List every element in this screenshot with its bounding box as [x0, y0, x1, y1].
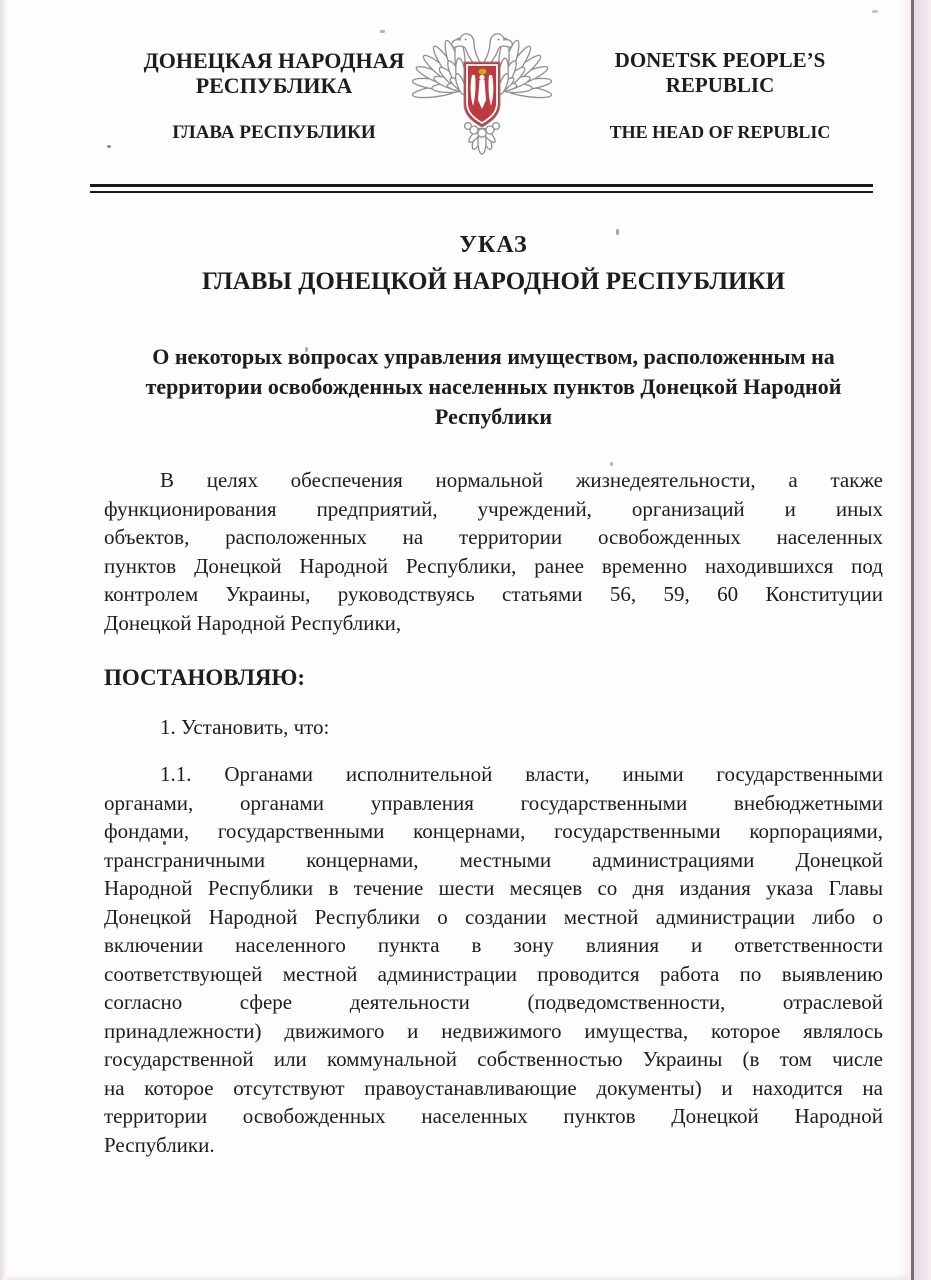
scan-bottom-edge	[7, 1274, 911, 1280]
text-line: функционирования предприятий, учреждений, организаций и иных	[104, 496, 883, 521]
text-line: Народной Республики в течение шести месяцев со дня издания указа Главы	[104, 876, 883, 900]
org-name-ru-line1: ДОНЕЦКАЯ НАРОДНАЯ	[143, 48, 405, 73]
text-line: объектов, расположенных на территории освобожденных населенных	[104, 525, 883, 549]
scan-left-edge	[0, 0, 7, 1280]
decree-kind-title: УКАЗ	[459, 232, 528, 258]
org-name-ru-line2: РЕСПУБЛИКА	[195, 73, 353, 98]
text-line: согласно сфере деятельности (подведомственности, отраслевой	[104, 990, 883, 1014]
decree-subject	[104, 342, 883, 432]
decree-resolution-word: ПОСТАНОВЛЯЮ:	[104, 665, 306, 690]
text-line: Донецкой Народной Республики,	[104, 610, 402, 635]
text-line: территории освобожденных населенных пунктов Донецкой Народной	[145, 374, 842, 399]
text-line: контролем Украины, руководствуясь статьями 56, 59, 60 Конституции	[104, 582, 883, 606]
text-line: В целях обеспечения нормальной жизнедеятельности, а также	[160, 468, 883, 492]
text-line: государственной или коммунальной собственностью Украины (в том числе	[104, 1047, 883, 1071]
emblem-halo	[478, 68, 486, 74]
decree-body	[104, 232, 883, 1159]
org-name-en-line2: REPUBLIC	[665, 73, 775, 97]
text-line: О некоторых вопросах управления имуществом, расположенным на	[152, 344, 835, 369]
dpr-coat-of-arms-emblem	[402, 16, 562, 164]
text-line: территории освобожденных населенных пунктов Донецкой Народной	[104, 1104, 883, 1128]
decree-preamble	[104, 466, 883, 637]
decree-item-1: 1. Установить, что:	[160, 715, 330, 739]
org-subtitle-ru: ГЛАВА РЕСПУБЛИКИ	[172, 122, 376, 143]
text-line: Донецкой Народной Республики о создании местной администрации либо о	[104, 904, 883, 929]
text-line: 1.1. Органами исполнительной власти, иными государственными	[160, 762, 883, 786]
scan-speck	[107, 145, 111, 148]
letterhead-divider-rule	[90, 184, 873, 193]
text-line: на которое отсутствуют правоустанавливающие документы) и находится на	[104, 1075, 883, 1100]
scan-right-shadow	[898, 0, 911, 1280]
scan-right-margin	[914, 0, 931, 1280]
scan-speck	[380, 30, 385, 33]
text-line: принадлежности) движимого и недвижимого имущества, которое являлось	[104, 1018, 883, 1043]
org-name-en-line1: DONETSK PEOPLE’S	[614, 48, 826, 72]
decree-issuer-title: ГЛАВЫ ДОНЕЦКОЙ НАРОДНОЙ РЕСПУБЛИКИ	[201, 268, 786, 295]
decree-item-1-1	[104, 760, 883, 1159]
text-line: включении населенного пункта в зону влияния и ответственности	[104, 933, 883, 957]
text-line: Республики	[434, 404, 553, 429]
org-subtitle-en: THE HEAD OF REPUBLIC	[609, 122, 831, 142]
text-line: пунктов Донецкой Народной Республики, ранее временно находившихся под	[104, 553, 883, 578]
text-line: органами, органами управления государственными внебюджетными	[104, 790, 883, 815]
scan-speck	[872, 10, 878, 13]
text-line: соответствующей местной администрации проводится работа по выявлению	[104, 961, 883, 986]
text-line: Республики.	[104, 1132, 215, 1157]
text-line: фондами, государственными концернами, государственными корпорациями,	[104, 819, 883, 843]
text-line: трансграничными концернами, местными администрациями Донецкой	[104, 847, 883, 872]
letterhead-russian	[118, 48, 430, 145]
letterhead-english	[565, 48, 875, 145]
